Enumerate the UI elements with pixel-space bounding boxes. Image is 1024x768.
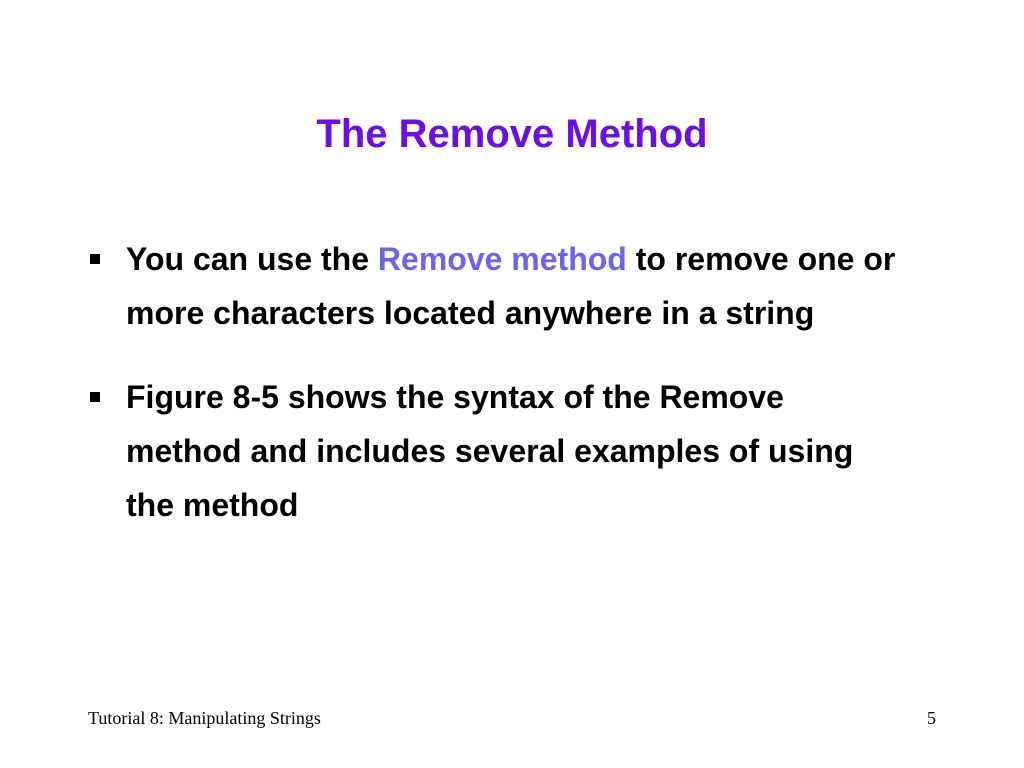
bullet-list <box>88 232 908 562</box>
footer-course-title: Tutorial 8: Manipulating Strings <box>88 708 321 728</box>
bullet-item <box>88 370 908 532</box>
slide-number: 5 <box>927 708 936 728</box>
bullet-text-before: You can use the <box>126 241 378 277</box>
highlighted-term: Remove method <box>377 241 627 277</box>
square-bullet-icon <box>90 392 100 402</box>
bullet-item <box>88 232 908 340</box>
slide-title: The Remove Method <box>316 112 708 156</box>
square-bullet-icon <box>90 254 100 264</box>
bullet-text-before: Figure 8-5 shows the syntax of the Remove method and includes several examples of using the method <box>126 379 854 523</box>
bullet-text-after: to remove one or more characters located anywhere in a string <box>126 241 896 331</box>
